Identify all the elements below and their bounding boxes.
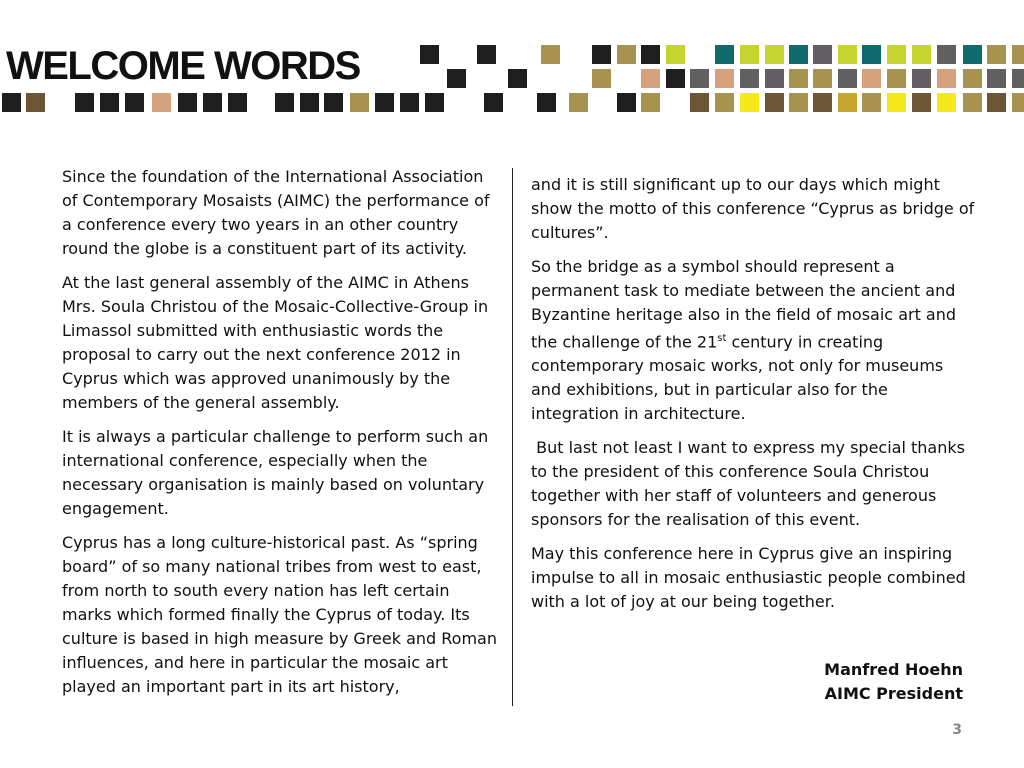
mosaic-tile [937, 93, 956, 112]
signature-role: AIMC President [824, 684, 963, 703]
mosaic-tile [425, 93, 444, 112]
mosaic-tile [740, 69, 759, 88]
column-divider [512, 168, 513, 706]
mosaic-tile [203, 93, 222, 112]
mosaic-tile [592, 45, 611, 64]
mosaic-tile [1012, 93, 1024, 112]
mosaic-tile [541, 45, 560, 64]
paragraph: May this conference here in Cyprus give an inspiring impulse to all in mosaic enthusiastic people combined with a lot of joy at our being together. [531, 544, 966, 612]
mosaic-tile [987, 69, 1006, 88]
mosaic-tile [912, 69, 931, 88]
signature-name: Manfred Hoehn [824, 660, 963, 679]
mosaic-tile [420, 45, 439, 64]
right-text-column [531, 173, 976, 624]
mosaic-tile [912, 45, 931, 64]
mosaic-tile [26, 93, 45, 112]
mosaic-tile [740, 45, 759, 64]
mosaic-tile [813, 93, 832, 112]
mosaic-tile [690, 93, 709, 112]
paragraph [531, 255, 976, 426]
mosaic-tile [641, 69, 660, 88]
mosaic-tile [789, 45, 808, 64]
paragraph-text: century in creating contemporary mosaic works, not only for museums and exhibitions, but in particular also for the integration in architecture. [531, 332, 944, 424]
mosaic-tile [862, 69, 881, 88]
mosaic-tile [715, 69, 734, 88]
mosaic-tile [1012, 45, 1024, 64]
mosaic-tile [1012, 69, 1024, 88]
page-number: 3 [952, 722, 962, 738]
mosaic-tile [937, 45, 956, 64]
mosaic-tile [569, 93, 588, 112]
mosaic-tile [477, 45, 496, 64]
mosaic-tile [350, 93, 369, 112]
mosaic-tile [690, 69, 709, 88]
mosaic-tile [400, 93, 419, 112]
ordinal-suffix: st [717, 333, 727, 344]
mosaic-tile [715, 45, 734, 64]
mosaic-tile [152, 93, 171, 112]
paragraph: Since the foundation of the International Association of Contemporary Mosaists (AIMC) the performance of a conference every two years in an other country round the globe is a constituent part of its activity. [62, 167, 490, 258]
mosaic-tile [715, 93, 734, 112]
mosaic-tile [862, 93, 881, 112]
mosaic-tile [887, 69, 906, 88]
paragraph: But last not least I want to express my special thanks to the president of this conference Soula Christou together with her staff of volunteers and generous sponsors for the realisation of this event. [531, 438, 971, 530]
page-title: WELCOME WORDS [6, 44, 360, 88]
mosaic-tile [617, 93, 636, 112]
mosaic-tile [300, 93, 319, 112]
mosaic-tile [375, 93, 394, 112]
left-text-column [62, 165, 502, 709]
mosaic-tile [963, 45, 982, 64]
paragraph: and it is still significant up to our days which might show the motto of this conference “Cyprus as bridge of cultures”. [531, 175, 975, 242]
mosaic-tile [666, 69, 685, 88]
mosaic-tile [447, 69, 466, 88]
mosaic-tile [765, 69, 784, 88]
mosaic-tile [912, 93, 931, 112]
mosaic-tile [987, 93, 1006, 112]
mosaic-tile [789, 69, 808, 88]
mosaic-tile [275, 93, 294, 112]
mosaic-tile [100, 93, 119, 112]
mosaic-tile [740, 93, 759, 112]
mosaic-tile [641, 45, 660, 64]
mosaic-tile [887, 93, 906, 112]
mosaic-tile [937, 69, 956, 88]
mosaic-tile [838, 69, 857, 88]
mosaic-tile [178, 93, 197, 112]
mosaic-tile [887, 45, 906, 64]
mosaic-tile [862, 45, 881, 64]
mosaic-tile [537, 93, 556, 112]
mosaic-tile [228, 93, 247, 112]
mosaic-tile [963, 69, 982, 88]
paragraph: At the last general assembly of the AIMC in Athens Mrs. Soula Christou of the Mosaic-Collective-Group in Limassol submitted with enthusiastic words the proposal to carry out the next conference 2012 in Cyprus which was approved unanimously by the members of the general assembly. [62, 273, 489, 412]
paragraph-text: So the bridge as a symbol should represent a permanent task to mediate between the ancient and Byzantine heritage also in the field of mosaic art and the challenge of the 21 [531, 257, 957, 352]
mosaic-tile [813, 69, 832, 88]
paragraph: It is always a particular challenge to perform such an international conference, especially when the necessary organisation is mainly based on voluntary engagement. [62, 427, 489, 518]
mosaic-tile [765, 45, 784, 64]
mosaic-tile [324, 93, 343, 112]
mosaic-tile [813, 45, 832, 64]
mosaic-tile [666, 45, 685, 64]
mosaic-tile [484, 93, 503, 112]
paragraph: Cyprus has a long culture-historical past. As “spring board” of so many national tribes from west to east, from north to south every nation has left certain marks which formed finally the Cyprus of today. Its culture is based in high measure by Greek and Roman influences, and here in particular the mosaic art played an important part in its art history, [62, 533, 497, 696]
mosaic-tile [765, 93, 784, 112]
mosaic-tile [838, 45, 857, 64]
mosaic-tile [508, 69, 527, 88]
mosaic-tile [963, 93, 982, 112]
mosaic-tile [838, 93, 857, 112]
mosaic-tile [2, 93, 21, 112]
mosaic-tile [641, 93, 660, 112]
mosaic-tile [75, 93, 94, 112]
mosaic-tile [987, 45, 1006, 64]
mosaic-tile [789, 93, 808, 112]
mosaic-tile [592, 69, 611, 88]
signature-block [824, 658, 963, 706]
mosaic-tile [125, 93, 144, 112]
mosaic-tile [617, 45, 636, 64]
